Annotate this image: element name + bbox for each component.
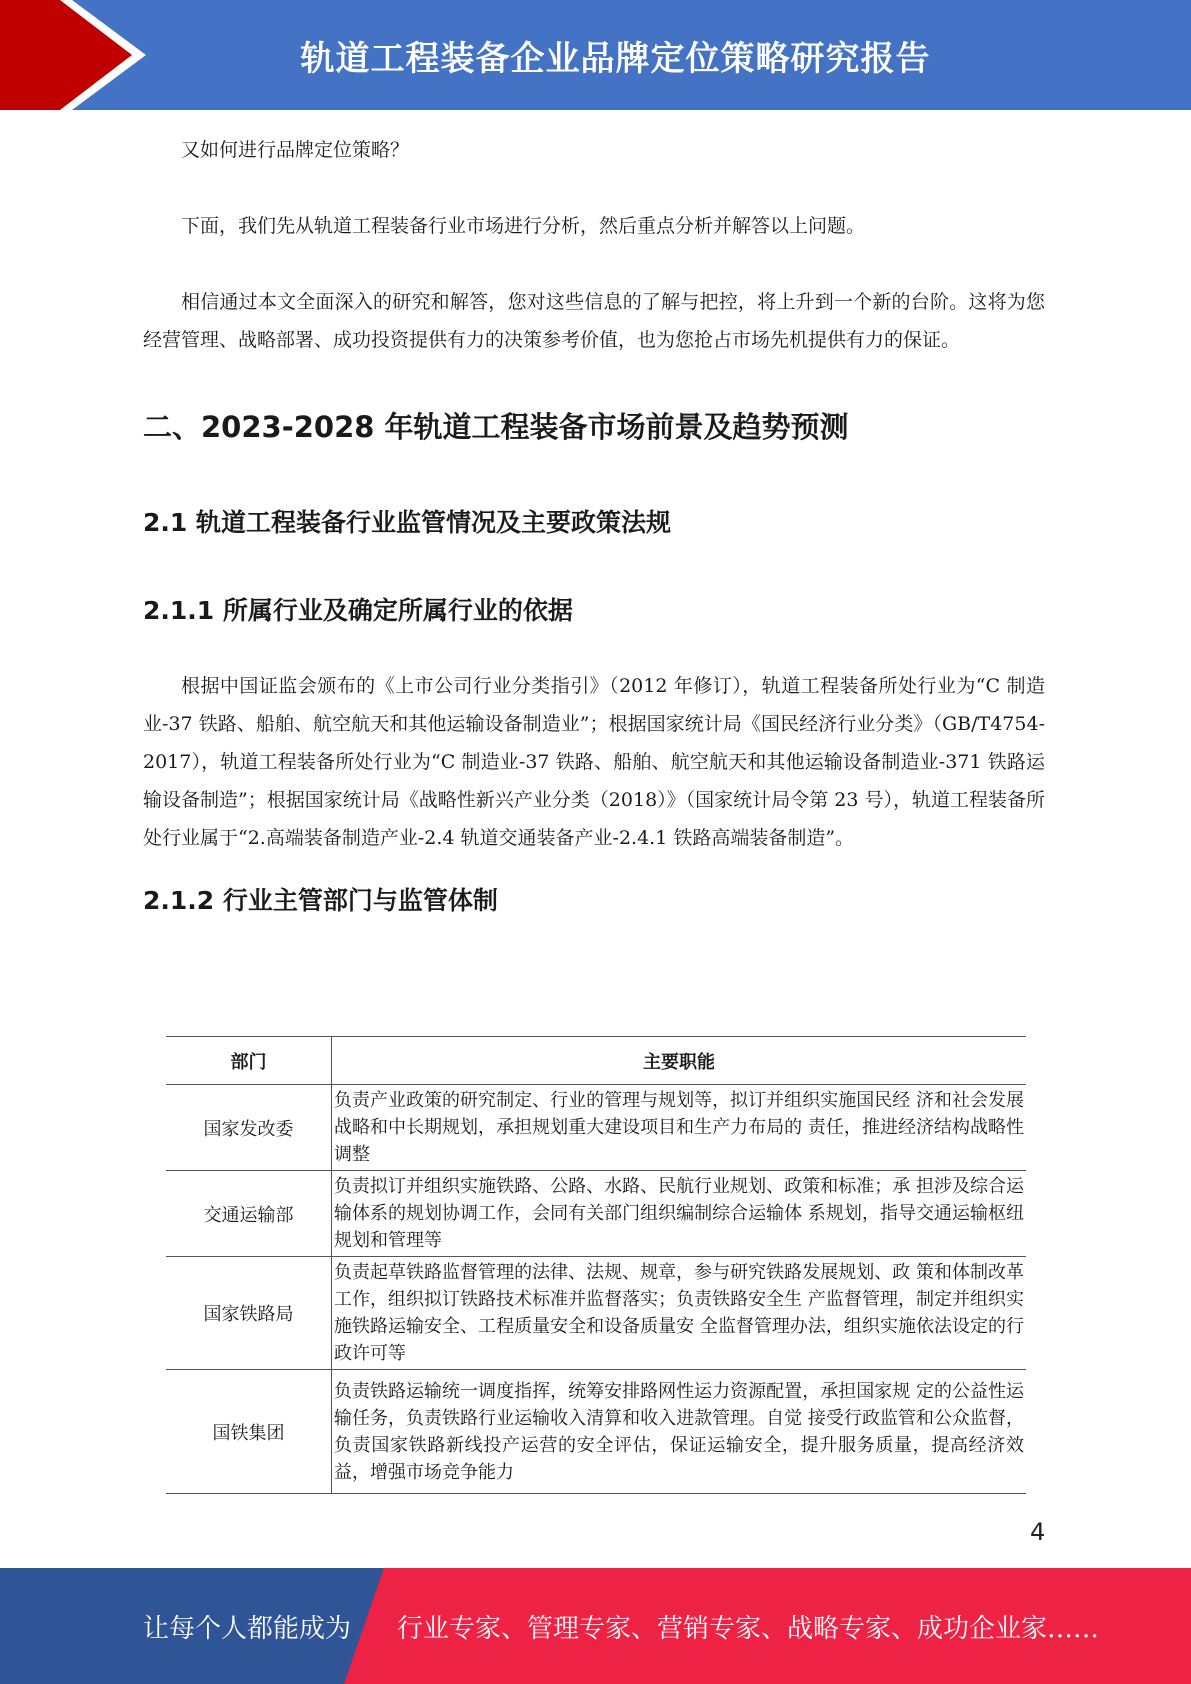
- table-header-duty: 主要职能: [332, 1037, 1027, 1085]
- table-row: [166, 1085, 1026, 1171]
- intro-paragraph-2: 下面，我们先从轨道工程装备行业市场进行分析，然后重点分析并解答以上问题。: [181, 215, 866, 237]
- report-title: 轨道工程装备企业品牌定位策略研究报告: [300, 38, 931, 79]
- section-2-heading: 二、2023-2028 年轨道工程装备市场前景及趋势预测: [143, 410, 849, 444]
- header-chevron-icon: [0, 0, 160, 110]
- table-cell-dept: 交通运输部: [166, 1171, 332, 1257]
- page-footer: [0, 1568, 1191, 1684]
- table-cell-duty: 负责起草铁路监督管理的法律、法规、规章，参与研究铁路发展规划、政 策和体制改革工作，组织拟订铁路技术标准并监督落实；负责铁路安全生 产监督管理，制定并组织实施铁路运输安全、工程质量安全和设备质量安 全监督管理办法，组织实施依法设定的行政许可等: [332, 1257, 1027, 1370]
- footer-slogan-left: 让每个人都能成为: [143, 1613, 352, 1644]
- table-cell-duty: 负责拟订并组织实施铁路、公路、水路、民航行业规划、政策和标准；承 担涉及综合运输体系的规划协调工作，会同有关部门组织编制综合运输体 系规划，指导交通运输枢纽规划和管理等: [332, 1171, 1027, 1257]
- table-header-row: [166, 1037, 1026, 1085]
- page-number: 4: [1030, 1518, 1046, 1546]
- section-2-1-1-body: 根据中国证监会颁布的《上市公司行业分类指引》（2012 年修订），轨道工程装备所处行业为“C 制造业-37 铁路、船舶、航空航天和其他运输设备制造业”；根据国家统计局《国民经济行业分类》（GB/T4754-2017），轨道工程装备所处行业为“C 制造业-37 铁路、船舶、航空航天和其他运输设备制造业-371 铁路运输设备制造”；根据国家统计局《战略性新兴产业分类（2018）》（国家统计局令第 23 号），轨道工程装备所处行业属于“2.高端装备制造产业-2.4 轨道交通装备产业-2.4.1 铁路高端装备制造”。: [143, 675, 1045, 849]
- table-cell-duty: 负责铁路运输统一调度指挥，统筹安排路网性运力资源配置，承担国家规 定的公益性运输任务，负责铁路行业运输收入清算和收入进款管理。自觉 接受行政监管和公众监督，负责国家铁路新线投产运营的安全评估，保证运输安全，提升服务质量，提高经济效益，增强市场竞争能力: [332, 1370, 1027, 1494]
- table-cell-dept: 国家铁路局: [166, 1257, 332, 1370]
- section-2-1-2-heading: 2.1.2 行业主管部门与监管体制: [143, 886, 498, 915]
- footer-slogan-right: 行业专家、管理专家、营销专家、战略专家、成功企业家……: [397, 1613, 1100, 1644]
- table-header-dept: 部门: [166, 1037, 332, 1085]
- section-2-1-heading: 2.1 轨道工程装备行业监管情况及主要政策法规: [143, 508, 671, 537]
- intro-paragraph-3: 相信通过本文全面深入的研究和解答，您对这些信息的了解与把控，将上升到一个新的台阶。这将为您经营管理、战略部署、成功投资提供有力的决策参考价值，也为您抢占市场先机提供有力的保证。: [143, 291, 1045, 351]
- section-2-1-1-heading: 2.1.1 所属行业及确定所属行业的依据: [143, 596, 573, 625]
- table-cell-duty: 负责产业政策的研究制定、行业的管理与规划等，拟订并组织实施国民经 济和社会发展战略和中长期规划，承担规划重大建设项目和生产力布局的 责任，推进经济结构战略性调整: [332, 1085, 1027, 1171]
- table-row: [166, 1257, 1026, 1370]
- table-cell-dept: 国家发改委: [166, 1085, 332, 1171]
- regulatory-table: [166, 1036, 1026, 1494]
- page-content: [143, 130, 1045, 919]
- table-cell-dept: 国铁集团: [166, 1370, 332, 1494]
- intro-paragraph-1: 又如何进行品牌定位策略？: [181, 139, 410, 161]
- table-row: [166, 1370, 1026, 1494]
- page-header: [0, 0, 1191, 110]
- table-row: [166, 1171, 1026, 1257]
